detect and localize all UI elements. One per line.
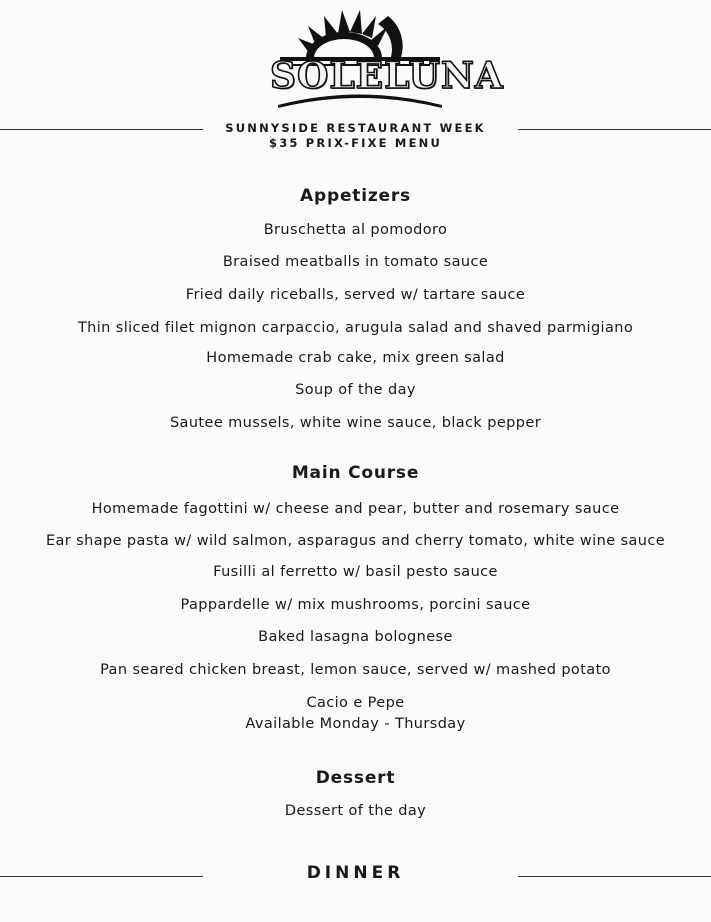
menu-item: Fried daily riceballs, served w/ tartare sauce (185, 287, 526, 303)
menu-item: Baked lasagna bolognese (258, 629, 453, 645)
menu-item-availability-note: Available Monday - Thursday (245, 716, 466, 732)
section-title-appetizers: Appetizers (300, 186, 411, 206)
menu-item: Dessert of the day (284, 803, 427, 819)
menu-item: Fusilli al ferretto w/ basil pesto sauce (213, 564, 498, 580)
menu-item: Cacio e Pepe (306, 695, 405, 711)
menu-item: Homemade fagottini w/ cheese and pear, butter and rosemary sauce (91, 501, 620, 517)
menu-item: Pan seared chicken breast, lemon sauce, served w/ mashed potato (100, 662, 611, 678)
menu-item: Bruschetta al pomodoro (263, 222, 448, 238)
logo (270, 2, 504, 114)
menu-item: Thin sliced filet mignon carpaccio, arugula salad and shaved parmigiano (77, 320, 634, 336)
menu-item: Homemade crab cake, mix green salad (206, 350, 505, 366)
section-title-dessert: Dessert (315, 768, 396, 788)
menu-item: Soup of the day (295, 382, 416, 398)
section-title-main-course: Main Course (291, 463, 420, 483)
menu-item: Braised meatballs in tomato sauce (222, 254, 489, 270)
menu-item: Sautee mussels, white wine sauce, black pepper (169, 415, 542, 431)
header-price: $35 PRIX-FIXE MENU (269, 136, 442, 150)
menu-header (0, 121, 711, 151)
footer-title: DINNER (306, 863, 405, 883)
menu-item: Pappardelle w/ mix mushrooms, porcini sauce (180, 597, 531, 613)
header-event-name: SUNNYSIDE RESTAURANT WEEK (225, 121, 486, 135)
logo-wordmark: SOLELUNA (270, 55, 504, 97)
menu-item: Ear shape pasta w/ wild salmon, asparagus and cherry tomato, white wine sauce (45, 533, 666, 549)
